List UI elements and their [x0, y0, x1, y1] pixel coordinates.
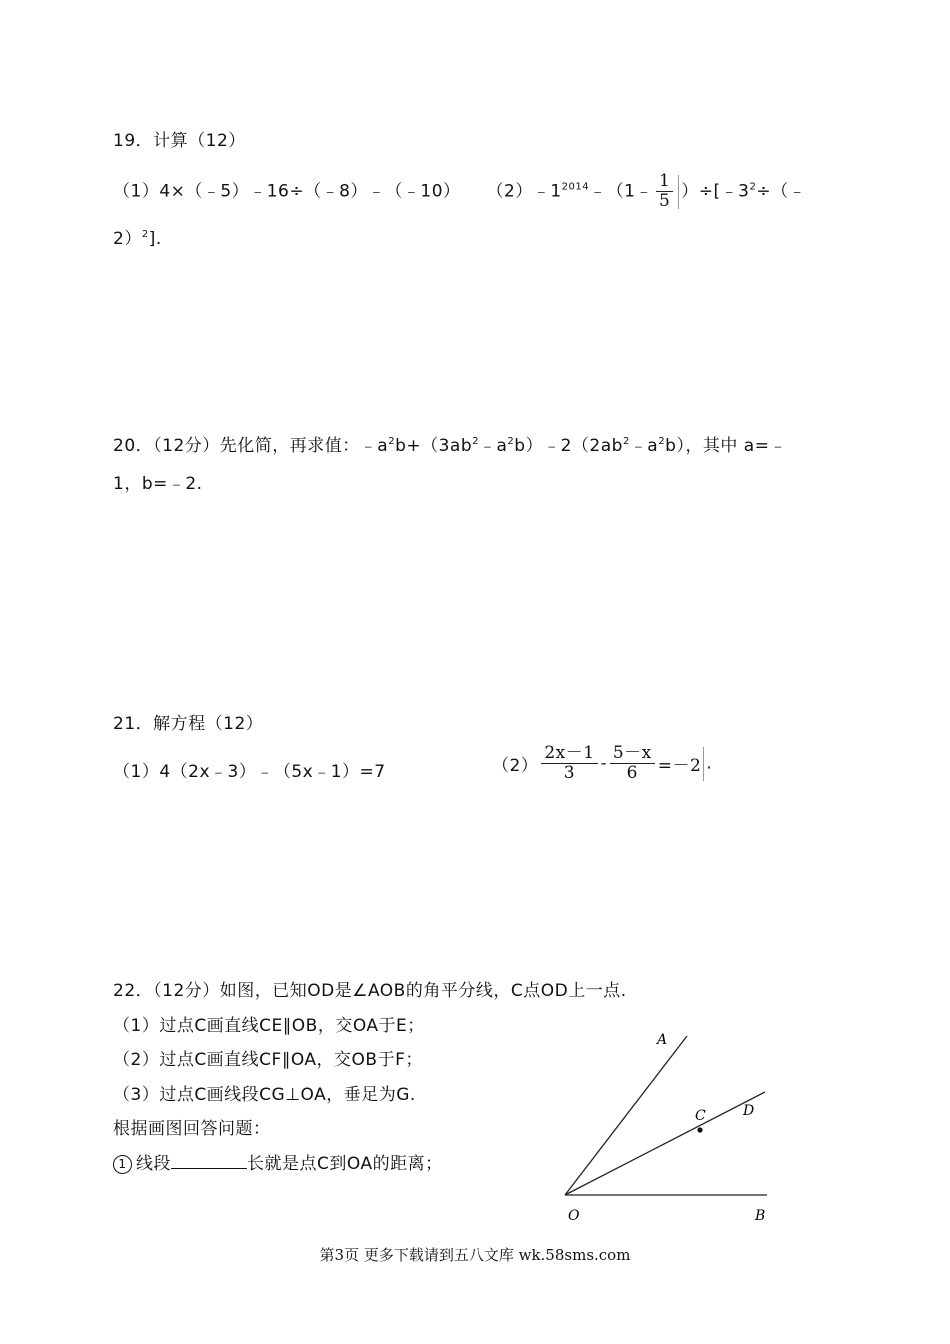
point-c — [697, 1127, 702, 1132]
q21-part2-label: （2） — [492, 756, 539, 776]
q20-exp3: 2 — [507, 436, 515, 447]
label-o: O — [568, 1208, 580, 1224]
q19-part1: （1）4×（﹣5）﹣16÷（﹣8）﹣（﹣10） — [113, 181, 461, 202]
q19-part2-c: ）÷[﹣3 — [681, 181, 750, 202]
q19-fraction-num: 1 — [656, 172, 673, 192]
q19-fraction — [656, 172, 673, 211]
q19-part2-b: ﹣（1﹣ — [589, 181, 653, 202]
ray-oa — [565, 1036, 687, 1195]
answer-blank[interactable] — [171, 1154, 247, 1169]
q19-fraction-den: 5 — [658, 191, 671, 211]
q21-end: . — [706, 753, 713, 774]
q19-part2-a: （2）﹣1 — [486, 181, 562, 202]
q20-d: b）﹣2（2ab — [514, 436, 623, 456]
q22-q1-b: 长就是点C到OA的距离； — [247, 1154, 443, 1174]
q21-fraction-1 — [541, 744, 597, 783]
q20-c: ﹣a — [479, 436, 508, 456]
q21-part1: （1）4（2x﹣3）﹣（5x﹣1）=7 — [113, 762, 386, 782]
q22-q1-a: 线段 — [136, 1154, 171, 1174]
q20-exp2: 2 — [472, 436, 479, 447]
q21-fraction-1-den: 3 — [563, 763, 576, 783]
q20-f: b），其中 a=﹣ — [665, 436, 787, 456]
q21-fraction-2 — [610, 744, 655, 783]
q19-cont-a: 2） — [113, 229, 142, 249]
q20-exp4: 2 — [622, 436, 630, 447]
q19-continuation — [113, 224, 162, 249]
q20-a: 20．（12分）先化简，再求值：﹣a — [113, 436, 389, 456]
q19-cont-exp: 2 — [141, 229, 149, 240]
label-a: A — [657, 1032, 668, 1048]
q19-cont-b: ]. — [148, 229, 162, 249]
page-footer: 第3页 更多下载请到五八文库 wk.58sms.com — [319, 1246, 631, 1264]
label-c: C — [695, 1108, 706, 1124]
circled-number-icon: 1 — [113, 1155, 132, 1174]
q21-cursor-bar — [703, 747, 704, 781]
q19-heading: 19．计算（12） — [113, 131, 246, 151]
q20-exp1: 2 — [388, 436, 396, 447]
q20-line2: 1，b=﹣2. — [113, 474, 203, 494]
q19-part2-exp: 2014 — [561, 181, 590, 193]
q20-e: ﹣a — [629, 436, 659, 456]
q21-fraction-2-num: 5－x — [610, 744, 655, 764]
q22-prompt: 根据画图回答问题： — [113, 1119, 271, 1139]
angle-figure — [560, 1028, 775, 1228]
q20-exp5: 2 — [658, 436, 666, 447]
q19-part2-exp2: 2 — [749, 181, 757, 193]
q21-heading: 21．解方程（12） — [113, 714, 264, 734]
q22-heading: 22．（12分）如图，已知OD是∠AOB的角平分线，C点OD上一点. — [113, 981, 627, 1001]
q21-minus: - — [600, 753, 607, 774]
q22-question1 — [113, 1149, 443, 1174]
q19-problems-line — [113, 172, 806, 211]
q22-step3: （3）过点C画线段CG⊥OA，垂足为G. — [113, 1085, 416, 1105]
angle-diagram — [560, 1028, 775, 1228]
q20-b: b+（3ab — [395, 436, 473, 456]
ray-od — [565, 1092, 765, 1195]
q21-rhs: =－2 — [657, 756, 702, 776]
q22-step2: （2）过点C画直线CF∥OA，交OB于F； — [113, 1050, 423, 1070]
q21-part2 — [492, 744, 712, 783]
q21-fraction-1-num: 2x－1 — [541, 744, 597, 764]
q19-part2-d: ÷（﹣ — [756, 181, 807, 202]
q21-fraction-2-den: 6 — [626, 763, 638, 783]
q22-step1: （1）过点C画直线CE∥OB，交OA于E； — [113, 1016, 425, 1036]
q19-cursor-bar — [678, 175, 679, 209]
label-d: D — [743, 1103, 755, 1119]
q20-line1 — [113, 431, 787, 456]
label-b: B — [755, 1208, 766, 1224]
